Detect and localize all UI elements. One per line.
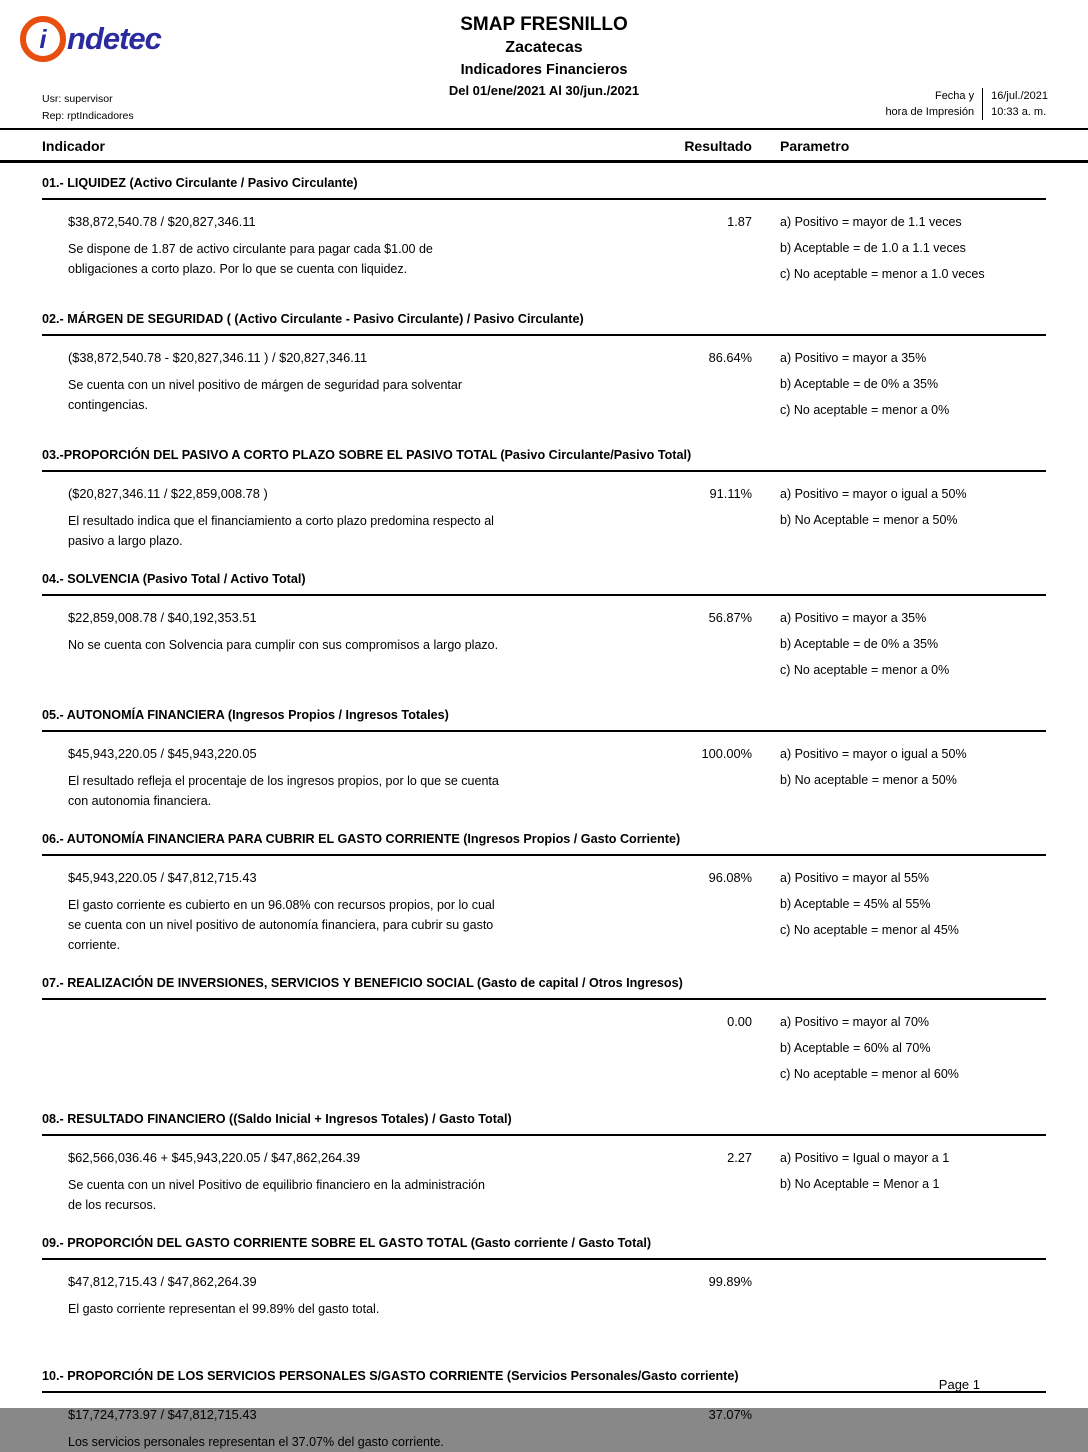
parameter-line: c) No aceptable = menor al 45% — [780, 923, 959, 937]
indicator-left-column — [42, 213, 662, 291]
table-column-headers — [0, 130, 1088, 160]
indicator-formula: $17,724,773.97 / $47,812,715.43 — [68, 1407, 257, 1422]
indicator-description: El gasto corriente es cubierto en un 96.08% con recursos propios, por lo cual se cuenta con un nivel positivo de autonomía financiera, para cubrir su gasto corriente. — [68, 898, 495, 952]
indicator-formula: $22,859,008.78 / $40,192,353.51 — [68, 610, 257, 625]
indicator-parameters — [752, 869, 1046, 955]
indicator-result: 1.87 — [727, 214, 752, 229]
print-time: 10:33 a. m. — [991, 106, 1047, 118]
indicator-formula — [42, 1013, 662, 1030]
indicator-section — [42, 572, 1046, 687]
indicator-body — [42, 200, 1046, 291]
indicator-formula: $45,943,220.05 / $45,943,220.05 — [68, 746, 257, 761]
column-header-rule — [0, 160, 1088, 163]
print-info — [885, 88, 1048, 120]
indicator-result: 86.64% — [708, 350, 752, 365]
indicator-section — [42, 1112, 1046, 1215]
header-center — [0, 0, 1088, 98]
column-header-result: Resultado — [684, 138, 752, 154]
indicator-description: Los servicios personales representan el 37.07% del gasto corriente. — [68, 1435, 444, 1449]
indicator-section — [42, 976, 1046, 1091]
indicator-left-column — [42, 609, 662, 687]
report-meta — [42, 91, 134, 125]
parameter-line: b) No Aceptable = Menor a 1 — [780, 1177, 940, 1191]
indicator-description: El gasto corriente representan el 99.89% del gasto total. — [68, 1302, 380, 1316]
indicator-left-column — [42, 1013, 662, 1091]
indetec-logo-icon — [20, 16, 66, 62]
indicator-parameters — [752, 1406, 1046, 1452]
parameter-line: a) Positivo = mayor al 55% — [780, 871, 930, 885]
column-header-parameter: Parametro — [780, 138, 850, 154]
indicator-result: 2.27 — [727, 1150, 752, 1165]
indetec-logo-i: i — [39, 24, 47, 54]
indicator-title: 06.- AUTONOMÍA FINANCIERA PARA CUBRIR EL GASTO CORRIENTE (Ingresos Propios / Gasto Corriente) — [42, 832, 1046, 856]
indicator-section — [42, 832, 1046, 955]
indicator-title: 05.- AUTONOMÍA FINANCIERA (Ingresos Propios / Ingresos Totales) — [42, 708, 1046, 732]
report-header — [0, 0, 1088, 128]
report-period: Del 01/ene/2021 Al 30/jun./2021 — [448, 83, 640, 98]
indicator-left-column — [42, 869, 662, 955]
indicator-parameters — [752, 1273, 1046, 1319]
indicator-left-column — [42, 1273, 662, 1319]
indicator-section — [42, 176, 1046, 291]
indicator-description: Se dispone de 1.87 de activo circulante para pagar cada $1.00 de obligaciones a corto plazo. Por lo que se cuenta con liquidez. — [68, 242, 433, 276]
indicator-section — [42, 708, 1046, 811]
parameter-line: a) Positivo = mayor o igual a 50% — [780, 487, 967, 501]
indicator-result: 37.07% — [708, 1407, 752, 1422]
indicator-parameters — [752, 609, 1046, 687]
indicator-description: Se cuenta con un nivel positivo de márgen de seguridad para solventar contingencias. — [68, 378, 463, 412]
indicator-body — [42, 336, 1046, 427]
indicator-title: 02.- MÁRGEN DE SEGURIDAD ( (Activo Circulante - Pasivo Circulante) / Pasivo Circulante) — [42, 312, 1046, 336]
parameter-line: a) Positivo = mayor a 35% — [780, 611, 927, 625]
indicator-title: 03.-PROPORCIÓN DEL PASIVO A CORTO PLAZO SOBRE EL PASIVO TOTAL (Pasivo Circulante/Pasivo Total) — [42, 448, 1046, 472]
indicator-result: 91.11% — [709, 486, 752, 501]
indicator-section — [42, 1236, 1046, 1319]
indicator-body — [42, 856, 1046, 955]
indicator-formula: ($38,872,540.78 - $20,827,346.11 ) / $20,827,346.11 — [68, 350, 368, 365]
indicator-section — [42, 448, 1046, 551]
print-date: 16/jul./2021 — [991, 90, 1048, 102]
indicator-title: 04.- SOLVENCIA (Pasivo Total / Activo Total) — [42, 572, 1046, 596]
indicator-section — [42, 1369, 1046, 1452]
indicator-formula: $47,812,715.43 / $47,862,264.39 — [68, 1274, 257, 1289]
print-label-line2: hora de Impresión — [885, 106, 975, 118]
page-subtitle: Zacatecas — [505, 39, 583, 56]
print-label-line1: Fecha y — [934, 90, 975, 102]
indicator-description: Se cuenta con un nivel Positivo de equilibrio financiero en la administración de los recursos. — [68, 1178, 485, 1212]
user-label: Usr: supervisor — [42, 93, 113, 105]
report-name: Indicadores Financieros — [460, 62, 628, 78]
column-header-indicator: Indicador — [42, 138, 106, 154]
indetec-logo — [20, 16, 161, 62]
parameter-line: b) Aceptable = 45% al 55% — [780, 897, 931, 911]
indicator-description: El resultado refleja el procentaje de los ingresos propios, por lo que se cuenta con autonomia financiera. — [68, 774, 499, 808]
indicator-description: El resultado indica que el financiamiento a corto plazo predomina respecto al pasivo a largo plazo. — [68, 514, 494, 548]
parameter-line: b) Aceptable = de 1.0 a 1.1 veces — [780, 241, 966, 255]
report-label: Rep: rptIndicadores — [42, 110, 134, 122]
indicator-result: 99.89% — [708, 1274, 752, 1289]
indicator-formula: $62,566,036.46 + $45,943,220.05 / $47,862,264.39 — [68, 1150, 361, 1165]
indicator-left-column — [42, 1406, 662, 1452]
indicator-body — [42, 472, 1046, 551]
indicator-title: 10.- PROPORCIÓN DE LOS SERVICIOS PERSONALES S/GASTO CORRIENTE (Servicios Personales/Gasto corriente) — [42, 1369, 1046, 1393]
indicator-parameters — [752, 745, 1046, 811]
indicator-section — [42, 312, 1046, 427]
indicator-left-column — [42, 1149, 662, 1215]
indicator-parameters — [752, 485, 1046, 551]
indicator-formula: $38,872,540.78 / $20,827,346.11 — [68, 214, 256, 229]
indicator-formula: ($20,827,346.11 / $22,859,008.78 ) — [68, 486, 268, 501]
indicator-body — [42, 732, 1046, 811]
indicator-parameters — [752, 1149, 1046, 1215]
indicator-result: 0.00 — [727, 1014, 752, 1029]
indetec-logo-text: ndetec — [67, 21, 161, 56]
indicator-left-column — [42, 745, 662, 811]
print-info-values — [983, 88, 1048, 120]
parameter-line: b) No Aceptable = menor a 50% — [780, 513, 958, 527]
indicator-result: 96.08% — [708, 870, 752, 885]
indicator-body — [42, 596, 1046, 687]
parameter-line: c) No aceptable = menor al 60% — [780, 1067, 959, 1081]
print-info-labels — [885, 88, 982, 120]
parameter-line: a) Positivo = mayor o igual a 50% — [780, 747, 967, 761]
indicator-body — [42, 1000, 1046, 1091]
parameter-line: c) No aceptable = menor a 1.0 veces — [780, 267, 985, 281]
indicator-result: 100.00% — [701, 746, 752, 761]
indicator-description: No se cuenta con Solvencia para cumplir con sus compromisos a largo plazo. — [68, 638, 499, 652]
indicator-parameters — [752, 213, 1046, 291]
parameter-line: a) Positivo = mayor a 35% — [780, 351, 927, 365]
indicator-body — [42, 1393, 1046, 1452]
parameter-line: b) No aceptable = menor a 50% — [780, 773, 957, 787]
indicator-left-column — [42, 485, 662, 551]
indicator-parameters — [752, 1013, 1046, 1091]
indicator-title: 07.- REALIZACIÓN DE INVERSIONES, SERVICIOS Y BENEFICIO SOCIAL (Gasto de capital / Otros Ingresos) — [42, 976, 1046, 1000]
page-number: Page 1 — [938, 1377, 980, 1392]
indicator-result: 56.87% — [708, 610, 752, 625]
indicator-title: 08.- RESULTADO FINANCIERO ((Saldo Inicial + Ingresos Totales) / Gasto Total) — [42, 1112, 1046, 1136]
parameter-line: a) Positivo = Igual o mayor a 1 — [780, 1151, 950, 1165]
indicator-title: 09.- PROPORCIÓN DEL GASTO CORRIENTE SOBRE EL GASTO TOTAL (Gasto corriente / Gasto Total) — [42, 1236, 1046, 1260]
indicator-title: 01.- LIQUIDEZ (Activo Circulante / Pasivo Circulante) — [42, 176, 1046, 200]
indicator-parameters — [752, 349, 1046, 427]
parameter-line: c) No aceptable = menor a 0% — [780, 663, 950, 677]
indicators-list — [0, 176, 1088, 1452]
indicator-left-column — [42, 349, 662, 427]
parameter-line: c) No aceptable = menor a 0% — [780, 403, 950, 417]
indicator-body — [42, 1136, 1046, 1215]
parameter-line: b) Aceptable = 60% al 70% — [780, 1041, 931, 1055]
page-title: SMAP FRESNILLO — [460, 14, 628, 35]
parameter-line: a) Positivo = mayor de 1.1 veces — [780, 215, 962, 229]
indicator-body — [42, 1260, 1046, 1319]
indicator-formula: $45,943,220.05 / $47,812,715.43 — [68, 870, 257, 885]
parameter-line: a) Positivo = mayor al 70% — [780, 1015, 930, 1029]
parameter-line: b) Aceptable = de 0% a 35% — [780, 377, 939, 391]
parameter-line: b) Aceptable = de 0% a 35% — [780, 637, 939, 651]
